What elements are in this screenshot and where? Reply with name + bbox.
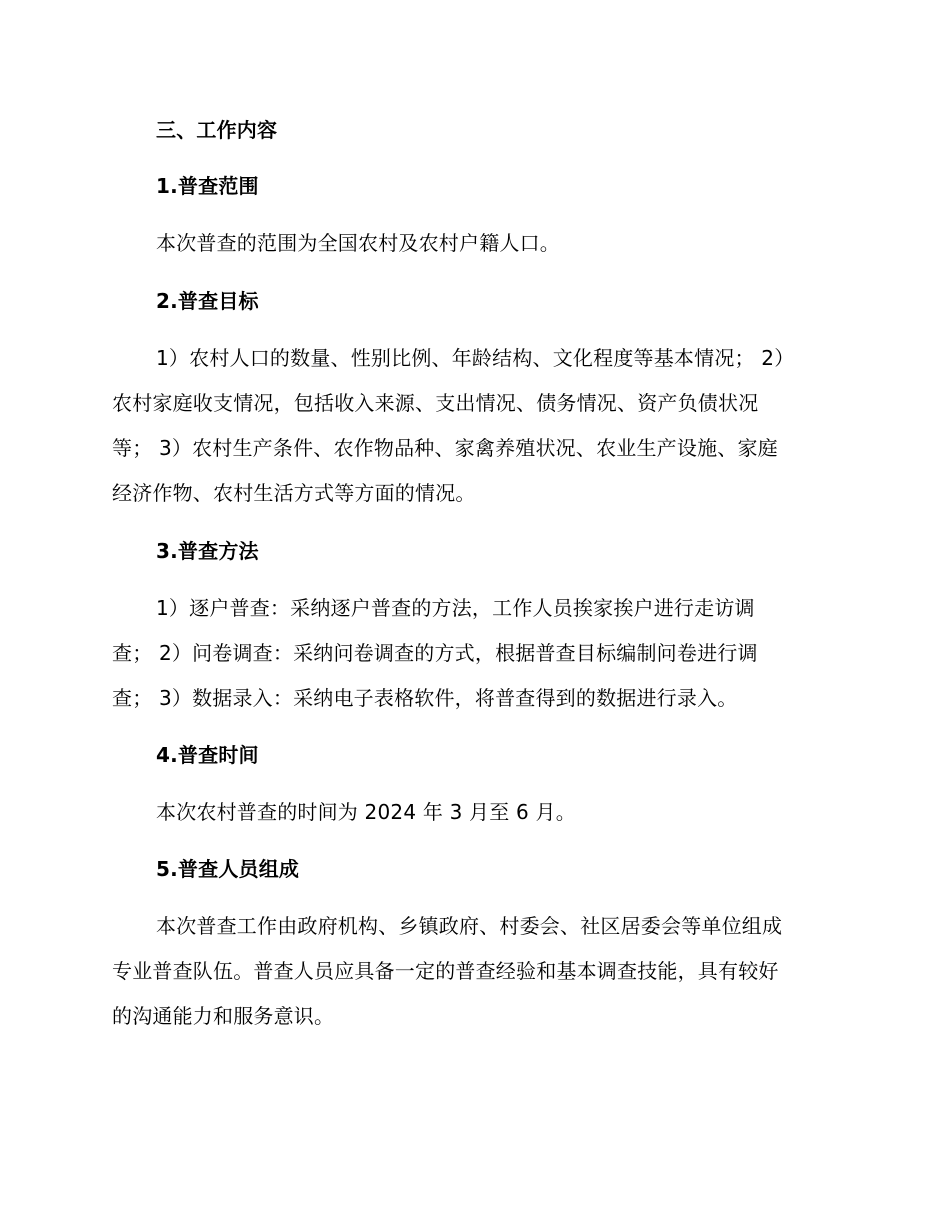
heading-time: 4.普查时间 (156, 743, 259, 767)
section-title: 三、工作内容 (156, 118, 278, 142)
scope-text-line: 本次普查的范围为全国农村及农村户籍人口。 (156, 231, 560, 255)
goals-text-line: 农村家庭收支情况，包括收入来源、支出情况、债务情况、资产负债状况 (112, 391, 759, 415)
methods-text-line: 1）逐户普查：采纳逐户普查的方法，工作人员挨家挨户进行走访调 (156, 596, 755, 620)
heading-scope: 1.普查范围 (156, 174, 259, 198)
methods-text-line: 查； 3）数据录入：采纳电子表格软件，将普查得到的数据进行录入。 (112, 686, 738, 710)
heading-staff: 5.普查人员组成 (156, 857, 300, 881)
time-text-line: 本次农村普查的时间为 2024 年 3 月至 6 月。 (156, 800, 576, 824)
staff-text-line: 专业普查队伍。普查人员应具备一定的普查经验和基本调查技能，具有较好 (112, 959, 779, 983)
goals-text-line: 经济作物、农村生活方式等方面的情况。 (112, 481, 476, 505)
staff-text-line: 的沟通能力和服务意识。 (112, 1004, 335, 1028)
goals-text-line: 等； 3）农村生产条件、农作物品种、家禽养殖状况、农业生产设施、家庭 (112, 436, 778, 460)
goals-text-line: 1）农村人口的数量、性别比例、年龄结构、文化程度等基本情况； 2） (156, 346, 795, 370)
methods-text-line: 查； 2）问卷调查：采纳问卷调查的方式，根据普查目标编制问卷进行调 (112, 641, 758, 665)
heading-goals: 2.普查目标 (156, 289, 259, 313)
heading-methods: 3.普查方法 (156, 539, 259, 563)
staff-text-line: 本次普查工作由政府机构、乡镇政府、村委会、社区居委会等单位组成 (156, 914, 783, 938)
